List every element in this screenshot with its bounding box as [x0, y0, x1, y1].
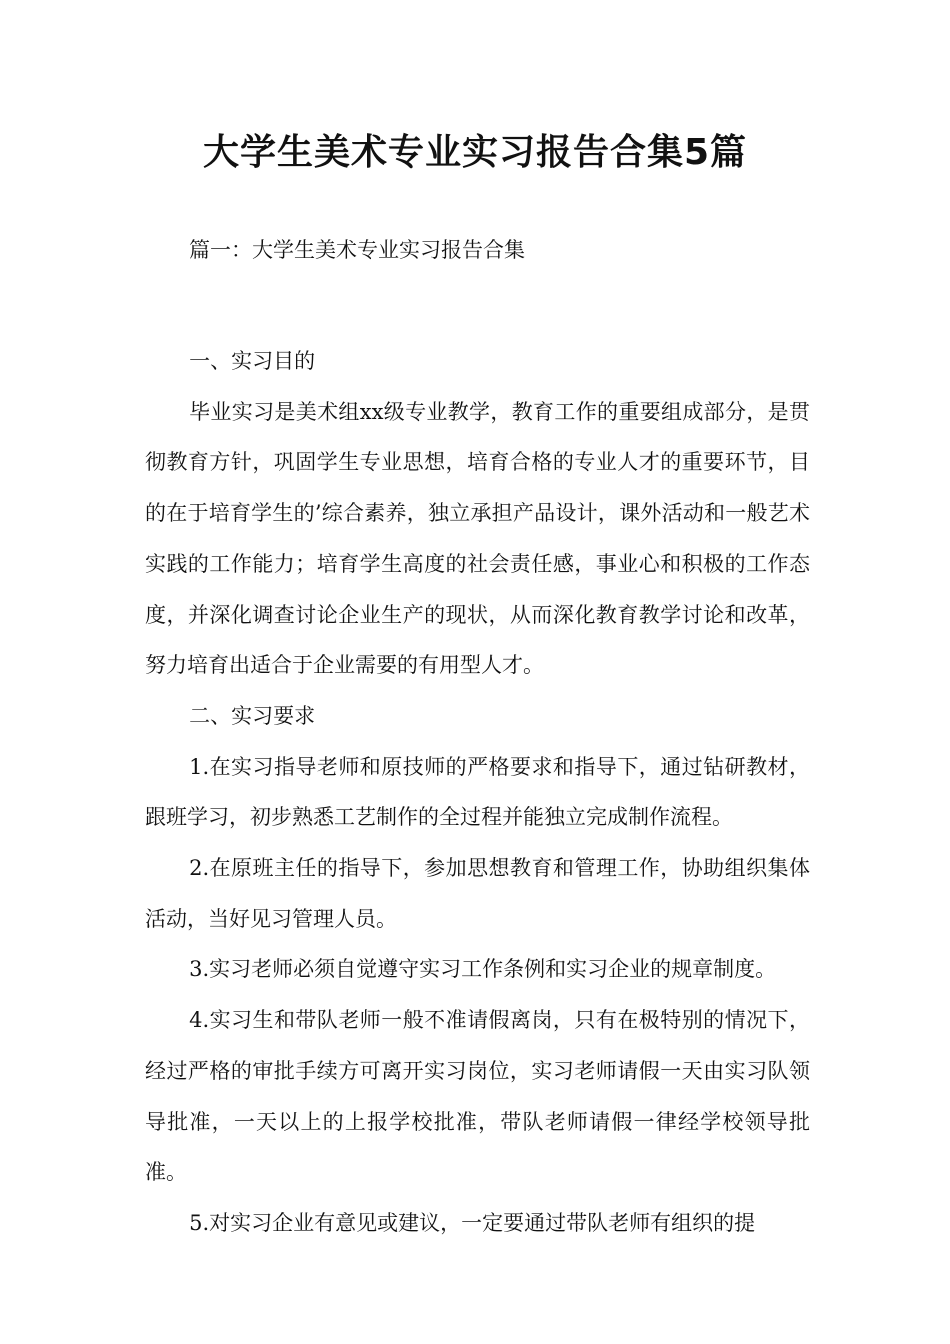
document-body	[145, 336, 810, 1249]
document-subtitle: 篇一：大学生美术专业实习报告合集	[189, 238, 525, 262]
body-paragraph: 4.实习生和带队老师一般不准请假离岗，只有在极特别的情况下，经过严格的审批手续方可离开实习岗位，实习老师请假一天由实习队领导批准，一天以上的上报学校批准，带队老师请假一律经学校领导批准。	[145, 1008, 810, 1185]
body-paragraph: 2.在原班主任的指导下，参加思想教育和管理工作，协助组织集体活动，当好见习管理人员。	[145, 856, 810, 931]
body-paragraph: 3.实习老师必须自觉遵守实习工作条例和实习企业的规章制度。	[189, 957, 777, 982]
body-paragraph: 1.在实习指导老师和原技师的严格要求和指导下，通过钻研教材，跟班学习，初步熟悉工艺制作的全过程并能独立完成制作流程。	[145, 754, 810, 830]
section-heading: 二、实习要求	[189, 703, 316, 728]
section-heading: 一、实习目的	[189, 349, 316, 373]
body-paragraph: 毕业实习是美术组xx级专业教学，教育工作的重要组成部分，是贯彻教育方针，巩固学生专业思想，培育合格的专业人才的重要环节，目的在于培育学生的’综合素养，独立承担产品设计，课外活动和一般艺术实践的工作能力；培育学生高度的社会责任感，事业心和积极的工作态度，并深化调查讨论企业生产的现状，从而深化教育教学讨论和改革，努力培育出适合于企业需要的有用型人才。	[145, 399, 810, 678]
document-title: 大学生美术专业实习报告合集5篇	[202, 132, 748, 173]
body-paragraph: 5.对实习企业有意见或建议，一定要通过带队老师有组织的提	[189, 1210, 756, 1235]
